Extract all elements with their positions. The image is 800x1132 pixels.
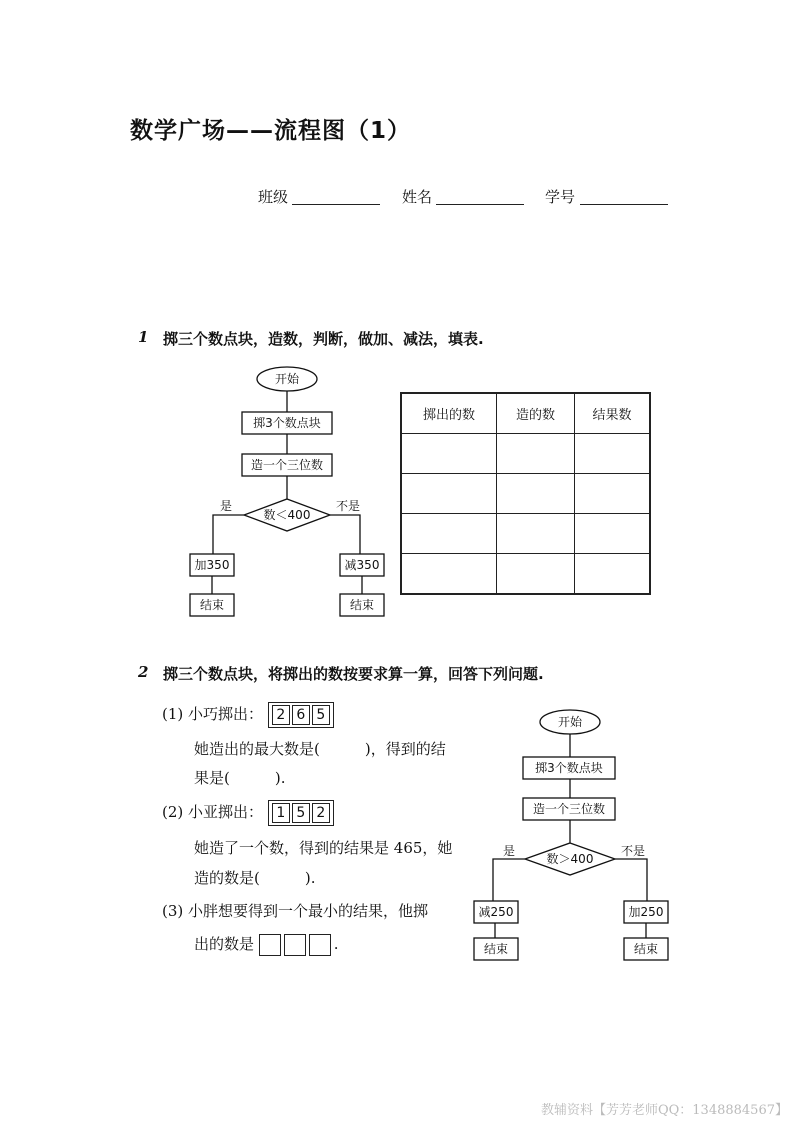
flow1-end-left-label: 结束 xyxy=(199,598,225,612)
flow2-end-left-label: 结束 xyxy=(483,942,509,956)
class-label: 班级 xyxy=(258,188,289,206)
footer-watermark: 教辅资料【芳芳老师QQ：1348884567】 xyxy=(540,1103,788,1118)
sub3-period: . xyxy=(333,935,339,953)
flow1-roll-label: 掷3个数点块 xyxy=(253,416,321,430)
flowchart-1 xyxy=(180,360,400,622)
table-row xyxy=(401,474,650,514)
flow2-make-label: 造一个三位数 xyxy=(532,802,606,816)
sub3-line-1: (3) 小胖想要得到一个最小的结果，他掷 xyxy=(162,902,429,920)
table-cell[interactable] xyxy=(497,474,575,514)
question-1-text: 掷三个数点块，造数，判断，做加、减法，填表. xyxy=(163,330,484,348)
table-cell[interactable] xyxy=(401,514,497,554)
sub1-digits xyxy=(268,702,334,728)
table-cell[interactable] xyxy=(401,474,497,514)
flow1-end-right-label: 结束 xyxy=(349,598,375,612)
sub3-line-2 xyxy=(194,933,339,956)
table-cell[interactable] xyxy=(575,474,651,514)
flow2-right-op-label: 加250 xyxy=(628,905,664,919)
name-label: 姓名 xyxy=(402,188,433,206)
digit-box: 1 xyxy=(272,803,290,823)
id-field-line xyxy=(580,204,668,205)
sub2-label: (2) 小亚掷出： xyxy=(162,803,264,821)
question-2-number: 2 xyxy=(138,663,149,681)
answer-box[interactable] xyxy=(284,934,306,956)
table-header-cell: 结果数 xyxy=(575,393,651,434)
flow1-start-label: 开始 xyxy=(274,372,300,386)
sub1-label: (1) 小巧掷出： xyxy=(162,705,264,723)
class-field-line xyxy=(292,204,380,205)
flowchart-2 xyxy=(465,700,685,970)
table-header-cell: 掷出的数 xyxy=(401,393,497,434)
q1-record-table xyxy=(400,392,651,595)
flow2-roll-label: 掷3个数点块 xyxy=(535,761,603,775)
flow2-no-label: 不是 xyxy=(620,844,646,858)
name-field-line xyxy=(436,204,524,205)
digit-box: 2 xyxy=(272,705,290,725)
table-cell[interactable] xyxy=(401,434,497,474)
flow1-decision-label: 数＜400 xyxy=(263,508,311,522)
flow1-yes-label: 是 xyxy=(219,499,233,513)
table-row xyxy=(401,554,650,595)
flow2-left-op-label: 减250 xyxy=(478,905,514,919)
sub-question-2 xyxy=(162,800,334,826)
table-cell[interactable] xyxy=(575,434,651,474)
sub-question-1 xyxy=(162,702,334,728)
sub2-digits xyxy=(268,800,334,826)
question-1-number: 1 xyxy=(138,328,149,346)
table-cell[interactable] xyxy=(497,514,575,554)
table-row xyxy=(401,434,650,474)
sub2-line-2: 造的数是( ). xyxy=(194,869,316,887)
sub3-prefix: 出的数是 xyxy=(194,935,255,953)
flow1-left-op-label: 加350 xyxy=(194,558,230,572)
table-header-row xyxy=(401,393,650,434)
digit-box: 5 xyxy=(292,803,310,823)
table-cell[interactable] xyxy=(497,554,575,595)
page-title: 数学广场——流程图（1） xyxy=(130,118,412,144)
flow1-right-op-label: 减350 xyxy=(344,558,380,572)
table-cell[interactable] xyxy=(497,434,575,474)
sub1-line-1: 她造出的最大数是( )，得到的结 xyxy=(194,740,446,758)
flow1-make-label: 造一个三位数 xyxy=(250,458,324,472)
answer-box[interactable] xyxy=(309,934,331,956)
table-row xyxy=(401,514,650,554)
flow2-end-right-label: 结束 xyxy=(633,942,659,956)
digit-box: 6 xyxy=(292,705,310,725)
flow2-decision-label: 数＞400 xyxy=(546,852,594,866)
sub2-line-1: 她造了一个数，得到的结果是 465，她 xyxy=(194,839,453,857)
flow1-no-label: 不是 xyxy=(335,499,361,513)
table-cell[interactable] xyxy=(575,514,651,554)
table-header-cell: 造的数 xyxy=(497,393,575,434)
answer-box[interactable] xyxy=(259,934,281,956)
digit-box: 5 xyxy=(312,705,330,725)
flow2-start-label: 开始 xyxy=(557,715,583,729)
id-label: 学号 xyxy=(545,188,576,206)
sub1-line-2: 果是( ). xyxy=(194,769,286,787)
table-cell[interactable] xyxy=(575,554,651,595)
table-cell[interactable] xyxy=(401,554,497,595)
digit-box: 2 xyxy=(312,803,330,823)
flow2-yes-label: 是 xyxy=(502,844,516,858)
question-2-text: 掷三个数点块，将掷出的数按要求算一算，回答下列问题. xyxy=(163,665,544,683)
